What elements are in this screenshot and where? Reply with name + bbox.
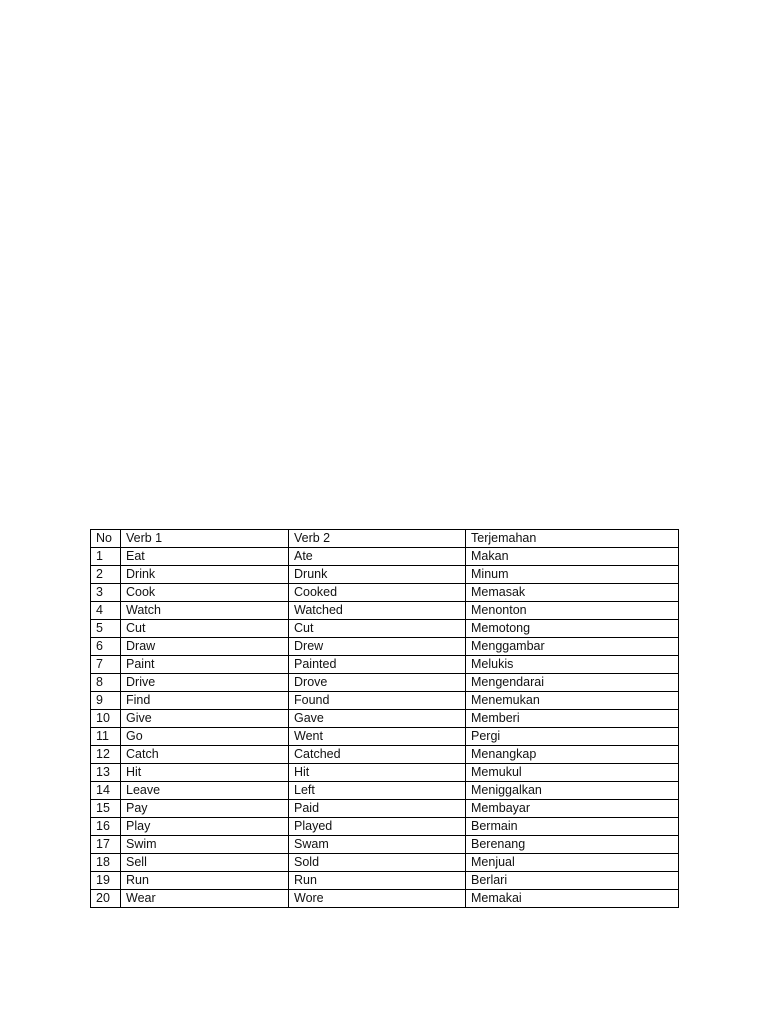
- cell-verb2: Watched: [289, 602, 466, 620]
- cell-verb1: Run: [121, 872, 289, 890]
- table-row: [91, 854, 679, 872]
- header-no: No: [91, 530, 121, 548]
- cell-verb1: Give: [121, 710, 289, 728]
- cell-verb1: Play: [121, 818, 289, 836]
- cell-verb2: Found: [289, 692, 466, 710]
- cell-no: 5: [91, 620, 121, 638]
- table-row: [91, 602, 679, 620]
- table-row: [91, 800, 679, 818]
- table-row: [91, 710, 679, 728]
- cell-verb1: Watch: [121, 602, 289, 620]
- cell-verb1: Draw: [121, 638, 289, 656]
- cell-translation: Menonton: [466, 602, 679, 620]
- table-row: [91, 836, 679, 854]
- cell-no: 16: [91, 818, 121, 836]
- cell-no: 8: [91, 674, 121, 692]
- cell-no: 20: [91, 890, 121, 908]
- cell-translation: Makan: [466, 548, 679, 566]
- cell-translation: Menangkap: [466, 746, 679, 764]
- cell-verb2: Went: [289, 728, 466, 746]
- cell-translation: Melukis: [466, 656, 679, 674]
- cell-no: 17: [91, 836, 121, 854]
- table-row: [91, 548, 679, 566]
- cell-no: 15: [91, 800, 121, 818]
- cell-verb1: Paint: [121, 656, 289, 674]
- cell-verb2: Cut: [289, 620, 466, 638]
- cell-no: 1: [91, 548, 121, 566]
- cell-no: 4: [91, 602, 121, 620]
- cell-no: 10: [91, 710, 121, 728]
- table-row: [91, 764, 679, 782]
- cell-verb2: Paid: [289, 800, 466, 818]
- cell-translation: Menemukan: [466, 692, 679, 710]
- verb-table: [90, 529, 679, 908]
- cell-translation: Membayar: [466, 800, 679, 818]
- header-verb1: Verb 1: [121, 530, 289, 548]
- cell-no: 12: [91, 746, 121, 764]
- cell-translation: Minum: [466, 566, 679, 584]
- header-translation: Terjemahan: [466, 530, 679, 548]
- cell-translation: Memberi: [466, 710, 679, 728]
- cell-verb1: Find: [121, 692, 289, 710]
- cell-verb2: Drew: [289, 638, 466, 656]
- cell-verb1: Pay: [121, 800, 289, 818]
- cell-verb2: Gave: [289, 710, 466, 728]
- cell-translation: Berenang: [466, 836, 679, 854]
- cell-verb1: Sell: [121, 854, 289, 872]
- cell-no: 2: [91, 566, 121, 584]
- cell-translation: Mengendarai: [466, 674, 679, 692]
- cell-translation: Pergi: [466, 728, 679, 746]
- table-row: [91, 890, 679, 908]
- cell-translation: Menjual: [466, 854, 679, 872]
- table-row: [91, 566, 679, 584]
- cell-translation: Memotong: [466, 620, 679, 638]
- cell-verb1: Catch: [121, 746, 289, 764]
- cell-no: 19: [91, 872, 121, 890]
- cell-verb1: Drive: [121, 674, 289, 692]
- cell-verb1: Eat: [121, 548, 289, 566]
- cell-translation: Menggambar: [466, 638, 679, 656]
- cell-verb1: Hit: [121, 764, 289, 782]
- cell-verb1: Leave: [121, 782, 289, 800]
- table-row: [91, 818, 679, 836]
- cell-translation: Berlari: [466, 872, 679, 890]
- cell-no: 6: [91, 638, 121, 656]
- cell-verb2: Swam: [289, 836, 466, 854]
- table-row: [91, 620, 679, 638]
- cell-verb2: Catched: [289, 746, 466, 764]
- cell-translation: Memasak: [466, 584, 679, 602]
- cell-verb2: Painted: [289, 656, 466, 674]
- cell-translation: Memukul: [466, 764, 679, 782]
- cell-verb2: Run: [289, 872, 466, 890]
- cell-verb1: Cut: [121, 620, 289, 638]
- table-row: [91, 746, 679, 764]
- table-row: [91, 728, 679, 746]
- table-header-row: [91, 530, 679, 548]
- cell-verb2: Ate: [289, 548, 466, 566]
- cell-verb1: Wear: [121, 890, 289, 908]
- cell-no: 7: [91, 656, 121, 674]
- cell-translation: Bermain: [466, 818, 679, 836]
- cell-verb2: Sold: [289, 854, 466, 872]
- cell-no: 9: [91, 692, 121, 710]
- cell-verb2: Wore: [289, 890, 466, 908]
- cell-verb1: Go: [121, 728, 289, 746]
- cell-verb2: Drunk: [289, 566, 466, 584]
- table-row: [91, 584, 679, 602]
- table-row: [91, 692, 679, 710]
- cell-no: 18: [91, 854, 121, 872]
- cell-verb2: Drove: [289, 674, 466, 692]
- cell-no: 3: [91, 584, 121, 602]
- cell-translation: Meniggalkan: [466, 782, 679, 800]
- table-row: [91, 872, 679, 890]
- cell-no: 13: [91, 764, 121, 782]
- table-row: [91, 656, 679, 674]
- header-verb2: Verb 2: [289, 530, 466, 548]
- table-row: [91, 674, 679, 692]
- cell-verb1: Drink: [121, 566, 289, 584]
- cell-verb1: Swim: [121, 836, 289, 854]
- cell-verb2: Cooked: [289, 584, 466, 602]
- cell-verb2: Played: [289, 818, 466, 836]
- cell-verb2: Left: [289, 782, 466, 800]
- table-row: [91, 638, 679, 656]
- cell-no: 14: [91, 782, 121, 800]
- cell-verb1: Cook: [121, 584, 289, 602]
- cell-no: 11: [91, 728, 121, 746]
- cell-verb2: Hit: [289, 764, 466, 782]
- cell-translation: Memakai: [466, 890, 679, 908]
- table-row: [91, 782, 679, 800]
